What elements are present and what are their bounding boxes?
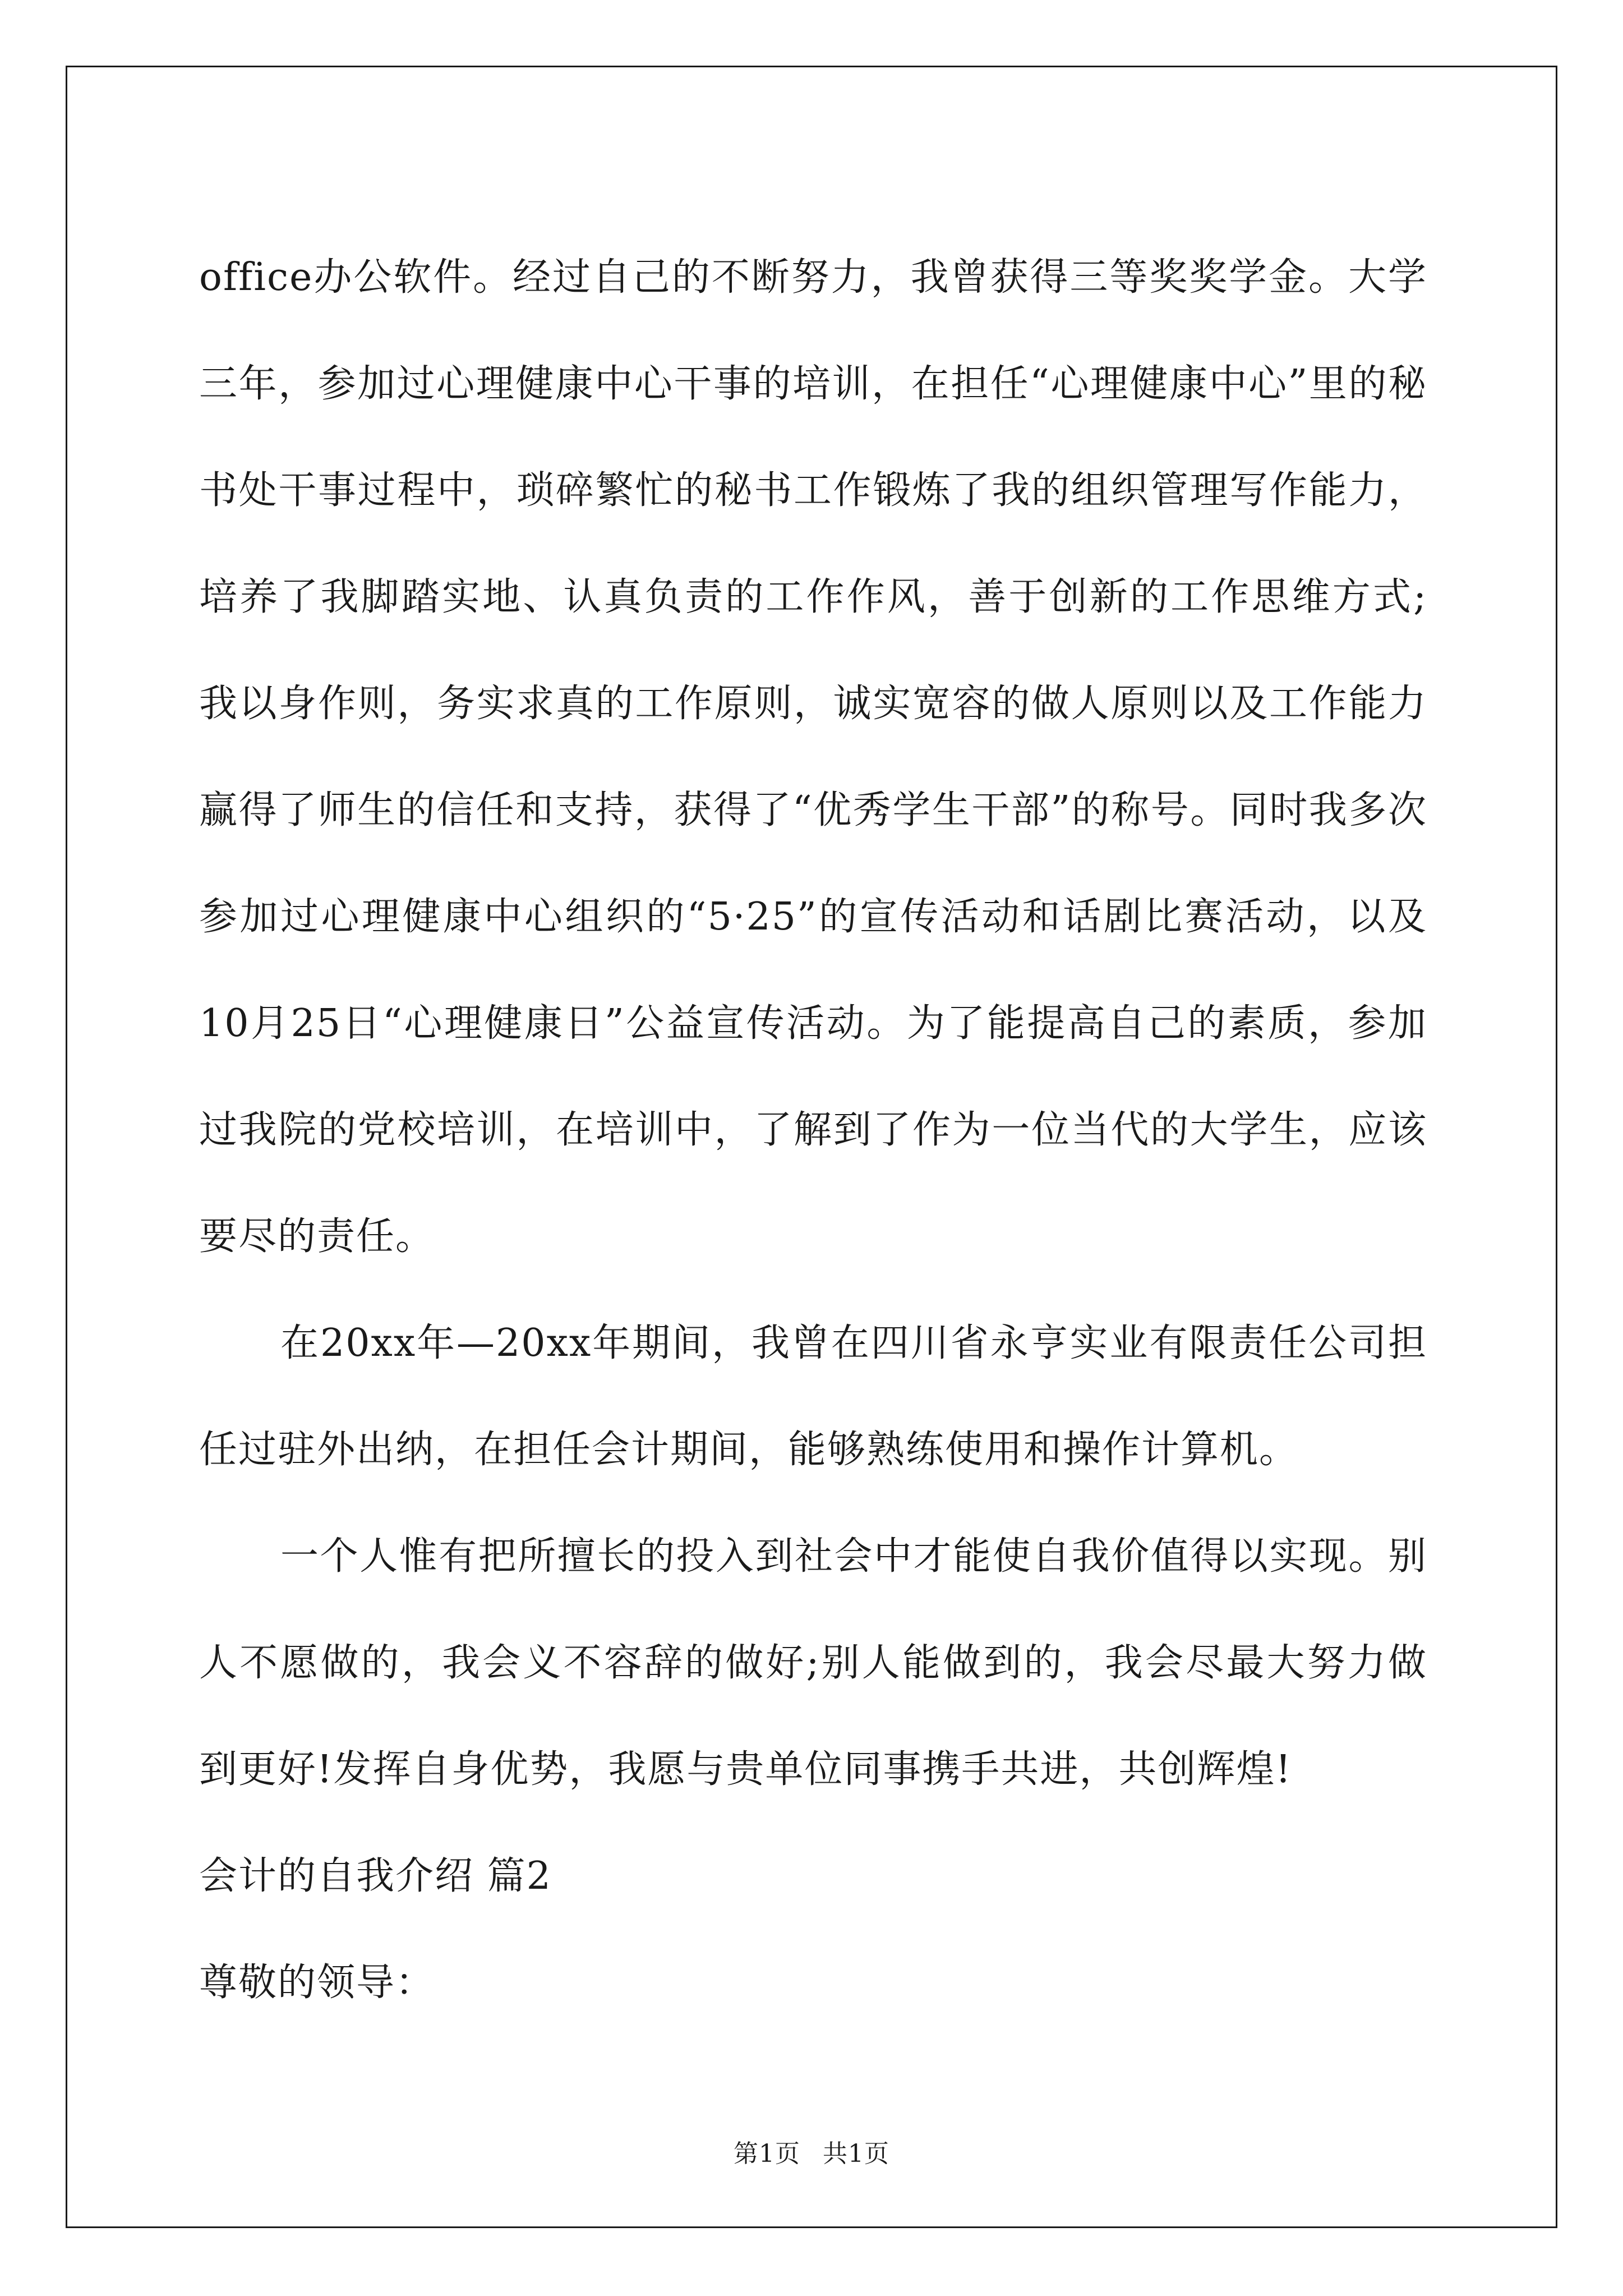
- paragraph-3: 一个人惟有把所擅长的投入到社会中才能使自我价值得以实现。别人不愿做的，我会义不容辞的做好;别人能做到的，我会尽最大努力做到更好!发挥自身优势，我愿与贵单位同事携手共进，共创辉煌!: [199, 1534, 1427, 1792]
- paragraph-2: 在20xx年—20xx年期间，我曾在四川省永亨实业有限责任公司担任过驻外出纳，在担任会计期间，能够熟练使用和操作计算机。: [199, 1321, 1427, 1472]
- section-title: 会计的自我介绍 篇2: [199, 1854, 552, 1898]
- document-body: [199, 224, 1427, 2036]
- page-total: 共1页: [823, 2139, 889, 2168]
- page-footer: [0, 2137, 1623, 2171]
- paragraph-1: office办公软件。经过自己的不断努力，我曾获得三等奖奖学金。大学三年，参加过心理健康中心干事的培训，在担任“心理健康中心”里的秘书处干事过程中，琐碎繁忙的秘书工作锻炼了我的组织管理写作能力，培养了我脚踏实地、认真负责的工作作风，善于创新的工作思维方式;我以身作则，务实求真的工作原则，诚实宽容的做人原则以及工作能力赢得了师生的信任和支持，获得了“优秀学生干部”的称号。同时我多次参加过心理健康中心组织的“5·25”的宣传活动和话剧比赛活动，以及10月25日“心理健康日”公益宣传活动。为了能提高自己的素质，参加过我院的党校培训，在培训中，了解到了作为一位当代的大学生，应该要尽的责任。: [199, 255, 1427, 1259]
- page-number: 第1页: [734, 2139, 800, 2168]
- salutation: 尊敬的领导：: [199, 1961, 435, 2005]
